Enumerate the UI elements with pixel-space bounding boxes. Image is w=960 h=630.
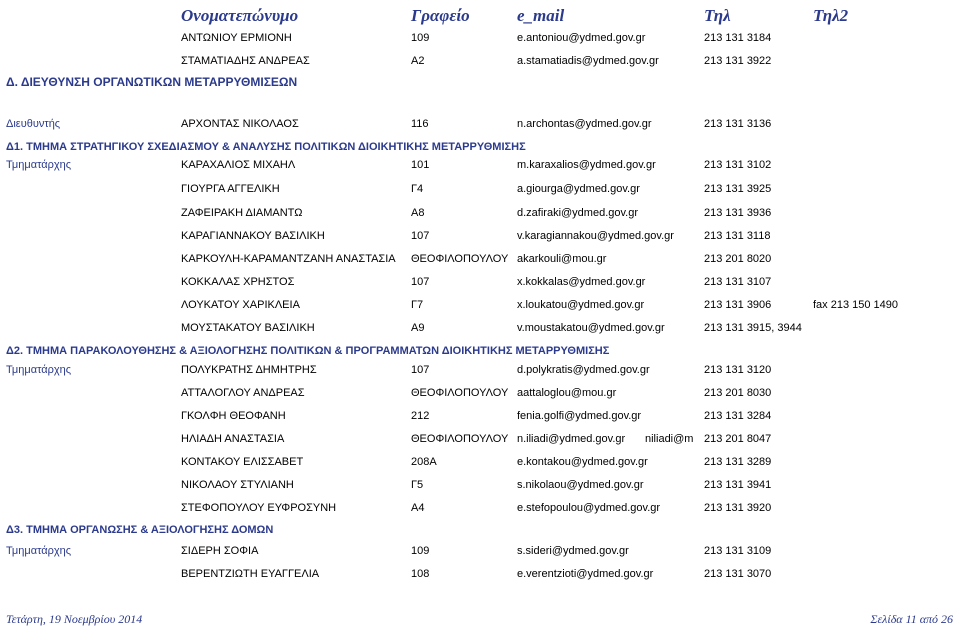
directorate-title: Δ. ΔΙΕΥΘΥΝΣΗ ΟΡΓΑΝΩΤΙΚΩΝ ΜΕΤΑΡΡΥΘΜΙΣΕΩΝ xyxy=(6,75,298,89)
email: d.zafiraki@ydmed.gov.gr xyxy=(517,207,639,219)
employee-name: ΛΟΥΚΑΤΟΥ ΧΑΡΙΚΛΕΙΑ xyxy=(181,299,300,311)
office: Γ4 xyxy=(411,183,424,195)
office: Γ5 xyxy=(411,479,424,491)
phone: 213 131 3102 xyxy=(704,159,772,171)
table-row xyxy=(0,454,960,470)
office: Α2 xyxy=(411,55,425,67)
employee-name: ΣΙΔΕΡΗ ΣΟΦΙΑ xyxy=(181,545,259,557)
office: 107 xyxy=(411,364,430,376)
office: 107 xyxy=(411,230,430,242)
office: 116 xyxy=(411,118,429,130)
employee-name: ΒΕΡΕΝΤΖΙΩΤΗ ΕΥΑΓΓΕΛΙΑ xyxy=(181,568,320,580)
phone: 213 131 3284 xyxy=(704,410,772,422)
table-row xyxy=(0,181,960,197)
column-header-name: Ονοματεπώνυμο xyxy=(181,6,299,25)
email-overflow: niliadi@m xyxy=(645,433,694,445)
role: Τμηματάρχης xyxy=(6,364,72,376)
phone: 213 131 3109 xyxy=(704,545,772,557)
email: v.karagiannakou@ydmed.gov.gr xyxy=(517,230,674,242)
phone: 213 131 3925 xyxy=(704,183,772,195)
employee-name: ΑΝΤΩΝΙΟΥ ΕΡΜΙΟΝΗ xyxy=(181,32,292,44)
email: x.loukatou@ydmed.gov.gr xyxy=(517,299,645,311)
footer-page-number: Σελίδα 11 από 26 xyxy=(870,612,953,626)
table-row xyxy=(0,157,960,173)
email: m.karaxalios@ydmed.gov.gr xyxy=(517,159,656,171)
phone: 213 131 3136 xyxy=(704,118,772,130)
section-title: Δ3. ΤΜΗΜΑ ΟΡΓΑΝΩΣΗΣ & ΑΞΙΟΛΟΓΗΣΗΣ ΔΟΜΩΝ xyxy=(6,524,274,536)
phone: 213 131 3936 xyxy=(704,207,772,219)
employee-name: ΣΤΕΦΟΠΟΥΛΟΥ ΕΥΦΡΟΣΥΝΗ xyxy=(181,502,337,514)
employee-name: ΠΟΛΥΚΡΑΤΗΣ ΔΗΜΗΤΡΗΣ xyxy=(181,364,317,376)
table-row xyxy=(0,30,960,46)
office: Α9 xyxy=(411,322,425,334)
phone: 213 131 3070 xyxy=(704,568,772,580)
email: v.moustakatou@ydmed.gov.gr xyxy=(517,322,665,334)
phone: 213 131 3118 xyxy=(704,230,771,242)
employee-name: ΖΑΦΕΙΡΑΚΗ ΔΙΑΜΑΝΤΩ xyxy=(181,207,303,219)
email: s.sideri@ydmed.gov.gr xyxy=(517,545,629,557)
office: 109 xyxy=(411,545,430,557)
section-title: Δ2. ΤΜΗΜΑ ΠΑΡΑΚΟΛΟΥΘΗΣΗΣ & ΑΞΙΟΛΟΓΗΣΗΣ ΠΟΛΙΤΙΚΩΝ & ΠΡΟΓΡΑΜΜΑΤΩΝ ΔΙΟΙΚΗΤΙΚΗΣ ΜΕΤΑΡΡΥΘΜΙΣΗΣ xyxy=(6,345,610,357)
email: e.stefopoulou@ydmed.gov.gr xyxy=(517,502,661,514)
table-row xyxy=(0,274,960,290)
email: a.stamatiadis@ydmed.gov.gr xyxy=(517,55,659,67)
email: x.kokkalas@ydmed.gov.gr xyxy=(517,276,646,288)
email: n.iliadi@ydmed.gov.gr xyxy=(517,433,626,445)
email: d.polykratis@ydmed.gov.gr xyxy=(517,364,650,376)
column-header-tel2: Τηλ2 xyxy=(813,6,849,25)
table-row xyxy=(0,543,960,559)
employee-name: ΚΑΡΚΟΥΛΗ-ΚΑΡΑΜΑΝΤΖΑΝΗ ΑΝΑΣΤΑΣΙΑ xyxy=(181,253,396,265)
table-row xyxy=(0,408,960,424)
column-header-tel: Τηλ xyxy=(704,6,731,25)
employee-name: ΗΛΙΑΔΗ ΑΝΑΣΤΑΣΙΑ xyxy=(181,433,285,445)
email: fenia.golfi@ydmed.gov.gr xyxy=(517,410,642,422)
phone: 213 131 3922 xyxy=(704,55,772,67)
office: ΘΕΟΦΙΛΟΠΟΥΛΟΥ xyxy=(411,433,509,445)
office: Α8 xyxy=(411,207,425,219)
email: aattaloglou@mou.gr xyxy=(517,387,617,399)
office: 107 xyxy=(411,276,430,288)
employee-name: ΝΙΚΟΛΑΟΥ ΣΤΥΛΙΑΝΗ xyxy=(181,479,294,491)
footer-date: Τετάρτη, 19 Νοεμβρίου 2014 xyxy=(6,612,143,626)
column-header-office: Γραφείο xyxy=(411,6,470,25)
employee-name: ΚΑΡΑΓΙΑΝΝΑΚΟΥ ΒΑΣΙΛΙΚΗ xyxy=(181,230,325,242)
phone: 213 131 3915, 3944 xyxy=(704,322,802,334)
role: Τμηματάρχης xyxy=(6,545,72,557)
column-header-email: e_mail xyxy=(517,6,565,25)
table-row xyxy=(0,362,960,378)
phone: 213 201 8047 xyxy=(704,433,772,445)
table-row xyxy=(0,566,960,582)
fax: fax 213 150 1490 xyxy=(813,299,899,311)
employee-name: ΜΟΥΣΤΑΚΑΤΟΥ ΒΑΣΙΛΙΚΗ xyxy=(181,322,315,334)
office: 208Α xyxy=(411,456,437,468)
email: e.antoniou@ydmed.gov.gr xyxy=(517,32,646,44)
office: 212 xyxy=(411,410,430,422)
phone: 213 131 3941 xyxy=(704,479,772,491)
table-row xyxy=(0,385,960,401)
phone: 213 131 3906 xyxy=(704,299,772,311)
role: Τμηματάρχης xyxy=(6,159,72,171)
office: 108 xyxy=(411,568,430,580)
table-row xyxy=(0,297,960,313)
table-row xyxy=(0,431,960,447)
office: ΘΕΟΦΙΛΟΠΟΥΛΟΥ xyxy=(411,387,509,399)
office: 101 xyxy=(411,159,430,171)
office: ΘΕΟΦΙΛΟΠΟΥΛΟΥ xyxy=(411,253,509,265)
role: Διευθυντής xyxy=(6,118,61,130)
phone: 213 131 3107 xyxy=(704,276,772,288)
phone: 213 131 3184 xyxy=(704,32,772,44)
email: e.verentzioti@ydmed.gov.gr xyxy=(517,568,654,580)
section-title: Δ1. ΤΜΗΜΑ ΣΤΡΑΤΗΓΙΚΟΥ ΣΧΕΔΙΑΣΜΟΥ & ΑΝΑΛΥΣΗΣ ΠΟΛΙΤΙΚΩΝ ΔΙΟΙΚΗΤΙΚΗΣ ΜΕΤΑΡΡΥΘΜΙΣΗΣ xyxy=(6,141,526,153)
table-row xyxy=(0,53,960,69)
table-row xyxy=(0,228,960,244)
table-row xyxy=(0,116,960,132)
phone: 213 201 8030 xyxy=(704,387,772,399)
table-row xyxy=(0,205,960,221)
table-row xyxy=(0,500,960,516)
employee-name: ΣΤΑΜΑΤΙΑΔΗΣ ΑΝΔΡΕΑΣ xyxy=(181,55,310,67)
email: s.nikolaou@ydmed.gov.gr xyxy=(517,479,644,491)
employee-name: ΓΚΟΛΦΗ ΘΕΟΦΑΝΗ xyxy=(181,410,286,422)
phone: 213 201 8020 xyxy=(704,253,772,265)
employee-name: ΚΟΝΤΑΚΟΥ ΕΛΙΣΣΑΒΕΤ xyxy=(181,456,304,468)
office: 109 xyxy=(411,32,430,44)
employee-name: ΓΙΟΥΡΓΑ ΑΓΓΕΛΙΚΗ xyxy=(181,183,280,195)
employee-name: ΚΟΚΚΑΛΑΣ ΧΡΗΣΤΟΣ xyxy=(181,276,295,288)
phone: 213 131 3920 xyxy=(704,502,772,514)
email: e.kontakou@ydmed.gov.gr xyxy=(517,456,648,468)
employee-name: ΑΤΤΑΛΟΓΛΟΥ ΑΝΔΡΕΑΣ xyxy=(181,387,305,399)
office: Γ7 xyxy=(411,299,424,311)
table-row xyxy=(0,251,960,267)
email: n.archontas@ydmed.gov.gr xyxy=(517,118,652,130)
phone: 213 131 3120 xyxy=(704,364,772,376)
phone: 213 131 3289 xyxy=(704,456,772,468)
email: a.giourga@ydmed.gov.gr xyxy=(517,183,640,195)
email: akarkouli@mou.gr xyxy=(517,253,607,265)
office: Α4 xyxy=(411,502,425,514)
employee-name: ΚΑΡΑΧΑΛΙΟΣ ΜΙΧΑΗΛ xyxy=(181,159,296,171)
table-row xyxy=(0,320,960,336)
table-row xyxy=(0,477,960,493)
employee-name: ΑΡΧΟΝΤΑΣ ΝΙΚΟΛΑΟΣ xyxy=(181,118,299,130)
